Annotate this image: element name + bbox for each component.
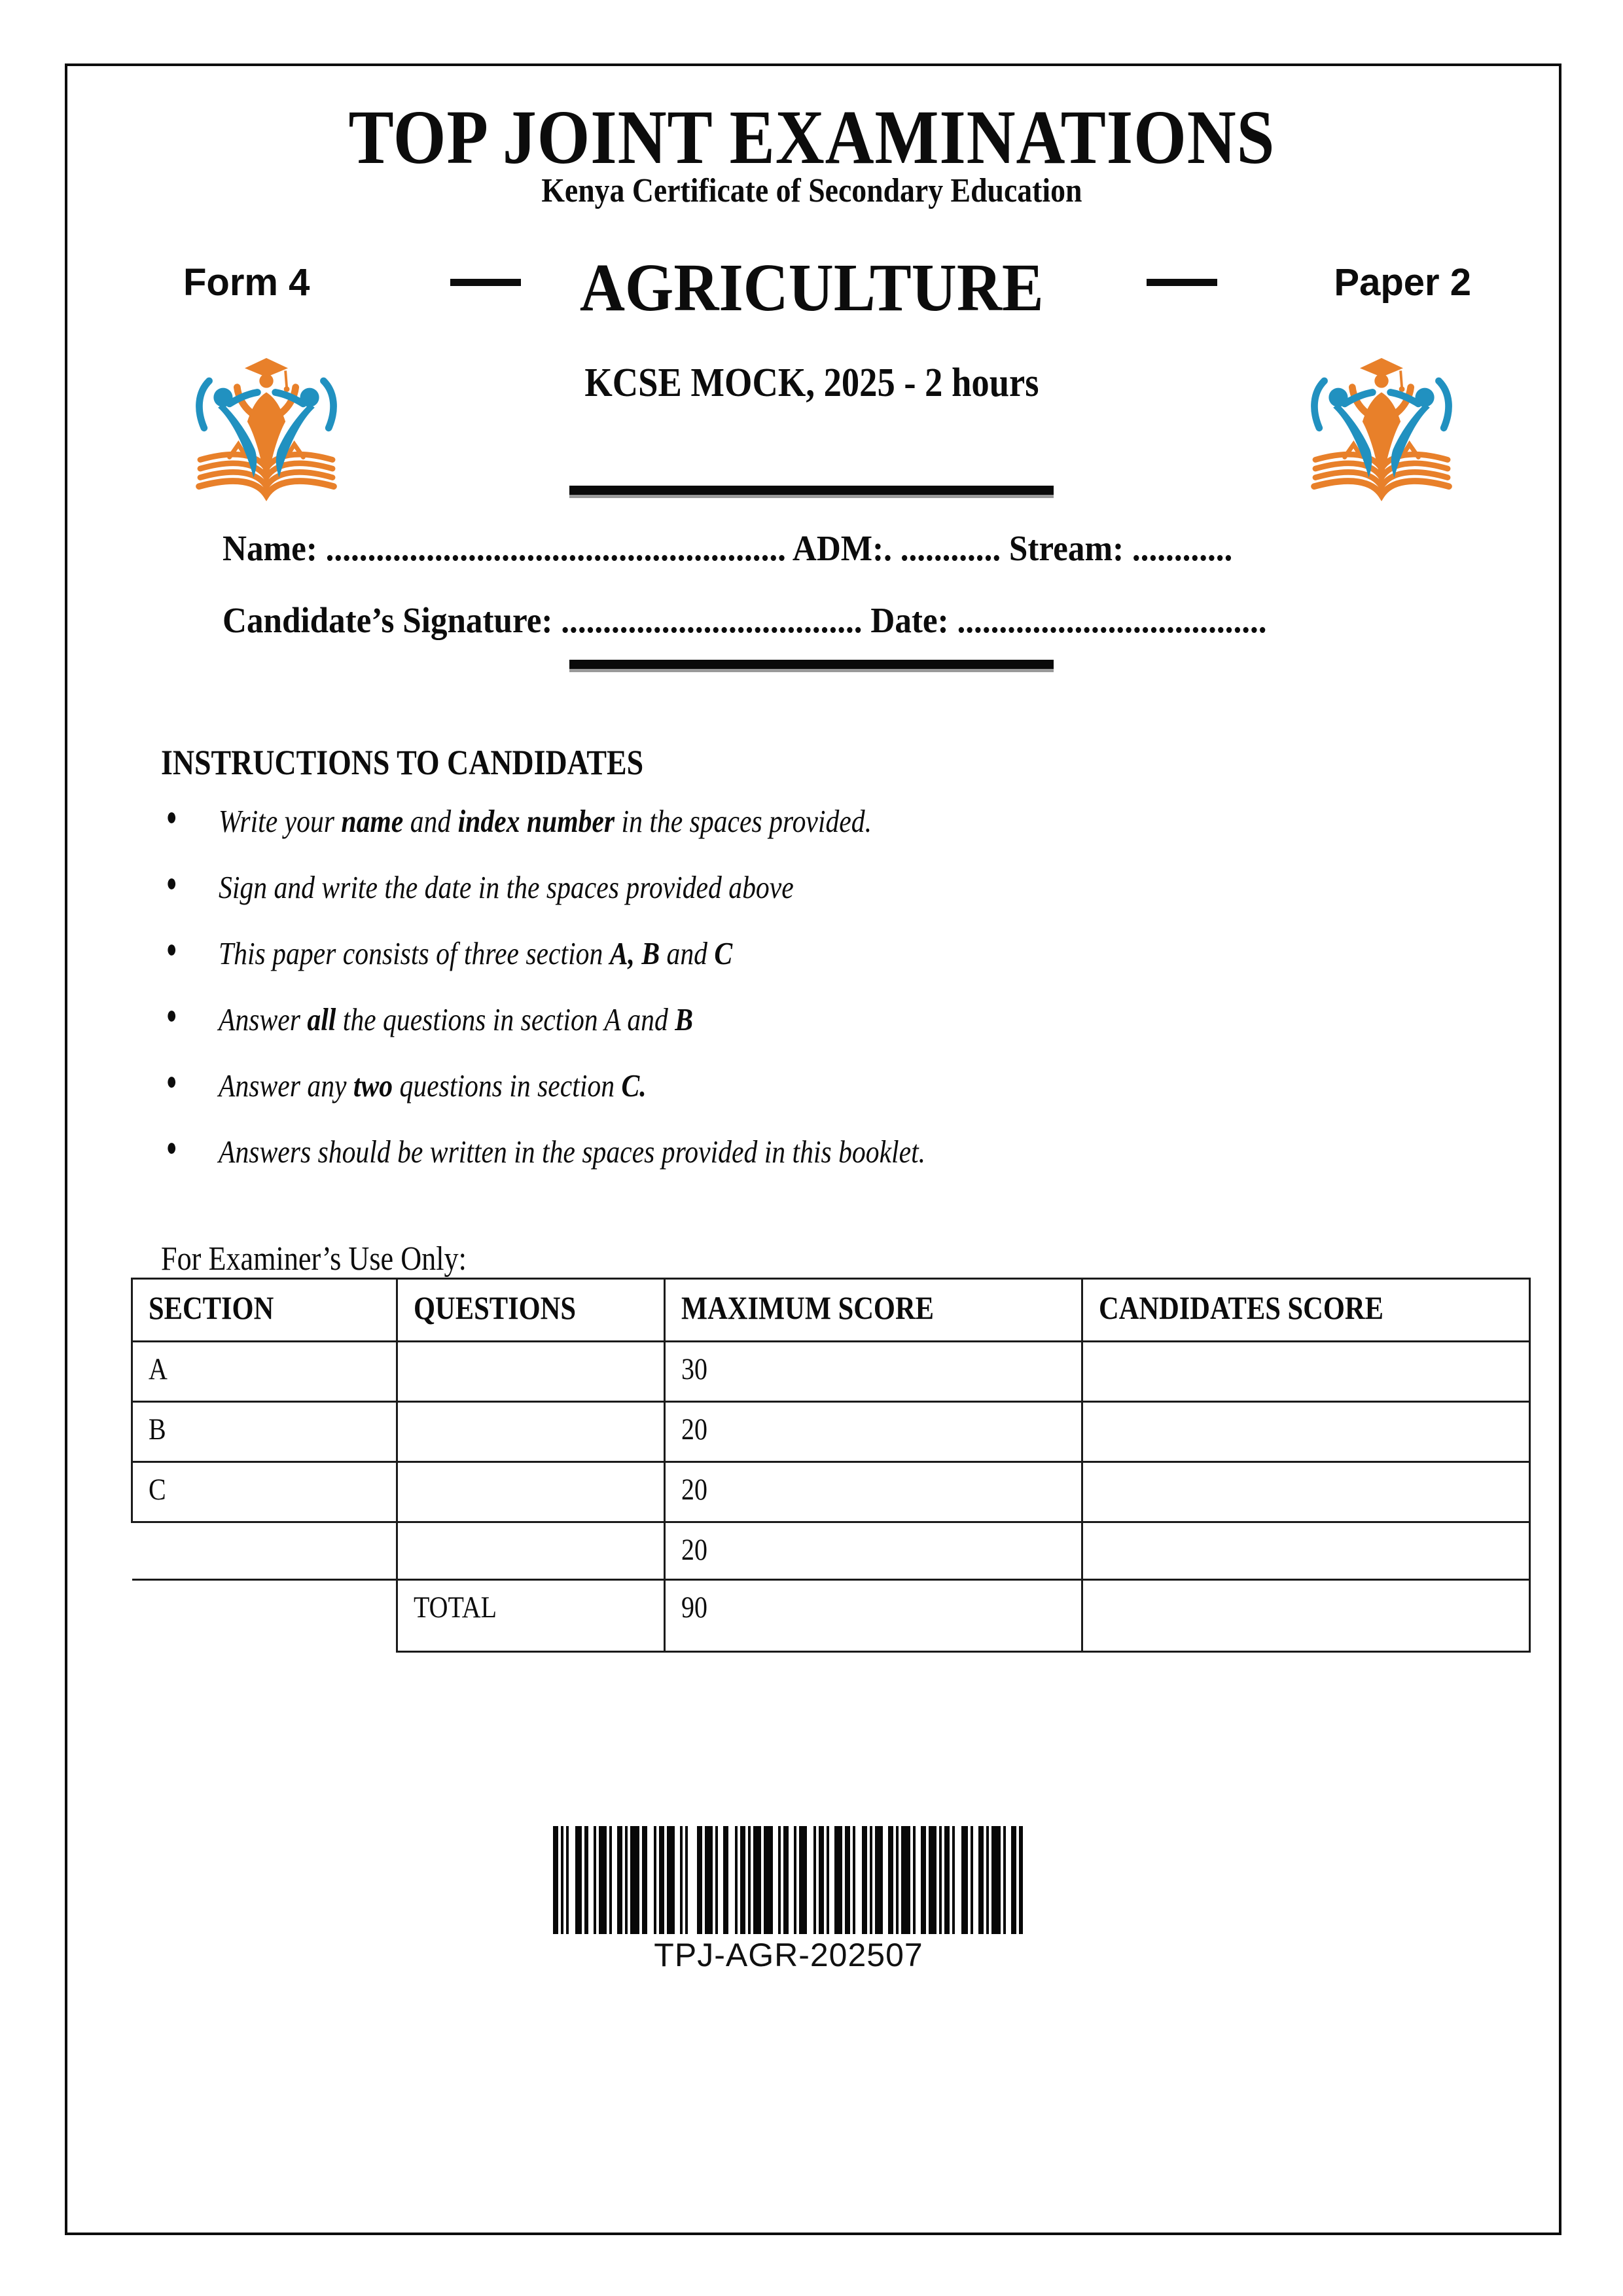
col-header-section: SECTION [132,1279,397,1342]
instructions-heading: INSTRUCTIONS TO CANDIDATES [161,743,644,782]
cell-section-b: B [132,1402,397,1462]
examiner-score-table [131,1278,1531,1653]
subject-title: AGRICULTURE [579,250,1044,325]
paper-label: Paper 2 [1334,261,1471,304]
cell-total-label: TOTAL [397,1580,665,1652]
bullet-icon: ● [166,803,177,831]
cell-questions-c [397,1462,665,1522]
cell-questions-a [397,1342,665,1402]
instruction-item: ● Answer all the questions in section A and B [166,1001,694,1037]
cell-total-blank [132,1580,397,1652]
form-label: Form 4 [183,261,310,304]
col-header-maximum-score: MAXIMUM SCORE [665,1279,1082,1342]
cell-total-score: 90 [665,1580,1082,1652]
table-total-row [132,1580,1530,1652]
cell-cand-b [1082,1402,1530,1462]
cell-section-c: C [132,1462,397,1522]
cell-cand-c [1082,1462,1530,1522]
cell-questions-blank [397,1522,665,1580]
barcode-label: TPJ-AGR-202507 [654,1937,923,1973]
table-row [132,1342,1530,1402]
col-header-candidates-score: CANDIDATES SCORE [1082,1279,1530,1342]
col-header-questions: QUESTIONS [397,1279,665,1342]
page-title: TOP JOINT EXAMINATIONS [348,94,1275,180]
name-adm-stream-line: Name: ....................................................... ADM:. ............ Stream: ............ [223,528,1233,568]
cell-max-c: 20 [665,1462,1082,1522]
barcode [553,1826,1024,1934]
divider-bar-bottom [569,660,1054,672]
bullet-icon: ● [166,869,177,897]
exam-session-line: KCSE MOCK, 2025 - 2 hours [584,361,1039,405]
instruction-item: ● Answer any two questions in section C. [166,1067,647,1103]
bullet-icon: ● [166,935,177,963]
instruction-item: ● This paper consists of three section A, B and C [166,935,733,971]
table-row [132,1402,1530,1462]
instructions-list [161,802,1050,1199]
divider-dash-right [1147,279,1217,286]
cell-max-blank: 20 [665,1522,1082,1580]
cell-cand-a [1082,1342,1530,1402]
cell-max-a: 30 [665,1342,1082,1402]
bullet-icon: ● [166,1067,177,1096]
cell-total-cand [1082,1580,1530,1652]
cell-cand-blank [1082,1522,1530,1580]
cell-section-a: A [132,1342,397,1402]
table-header-row [132,1279,1530,1342]
bullet-icon: ● [166,1001,177,1030]
divider-bar-top [569,486,1054,498]
bullet-icon: ● [166,1134,177,1162]
signature-date-line: Candidate’s Signature: .................................... Date: ..................................... [223,600,1267,640]
instruction-item: ● Answers should be written in the spaces provided in this booklet. [166,1134,926,1170]
instruction-item: ● Write your name and index number in the spaces provided. [166,803,872,839]
cell-questions-b [397,1402,665,1462]
examiner-use-label: For Examiner’s Use Only: [161,1240,467,1278]
table-row [132,1522,1530,1580]
cell-max-b: 20 [665,1402,1082,1462]
cell-section-blank [132,1522,397,1580]
table-row [132,1462,1530,1522]
instruction-item: ● Sign and write the date in the spaces provided above [166,869,794,905]
page-subtitle: Kenya Certificate of Secondary Education [541,172,1082,209]
